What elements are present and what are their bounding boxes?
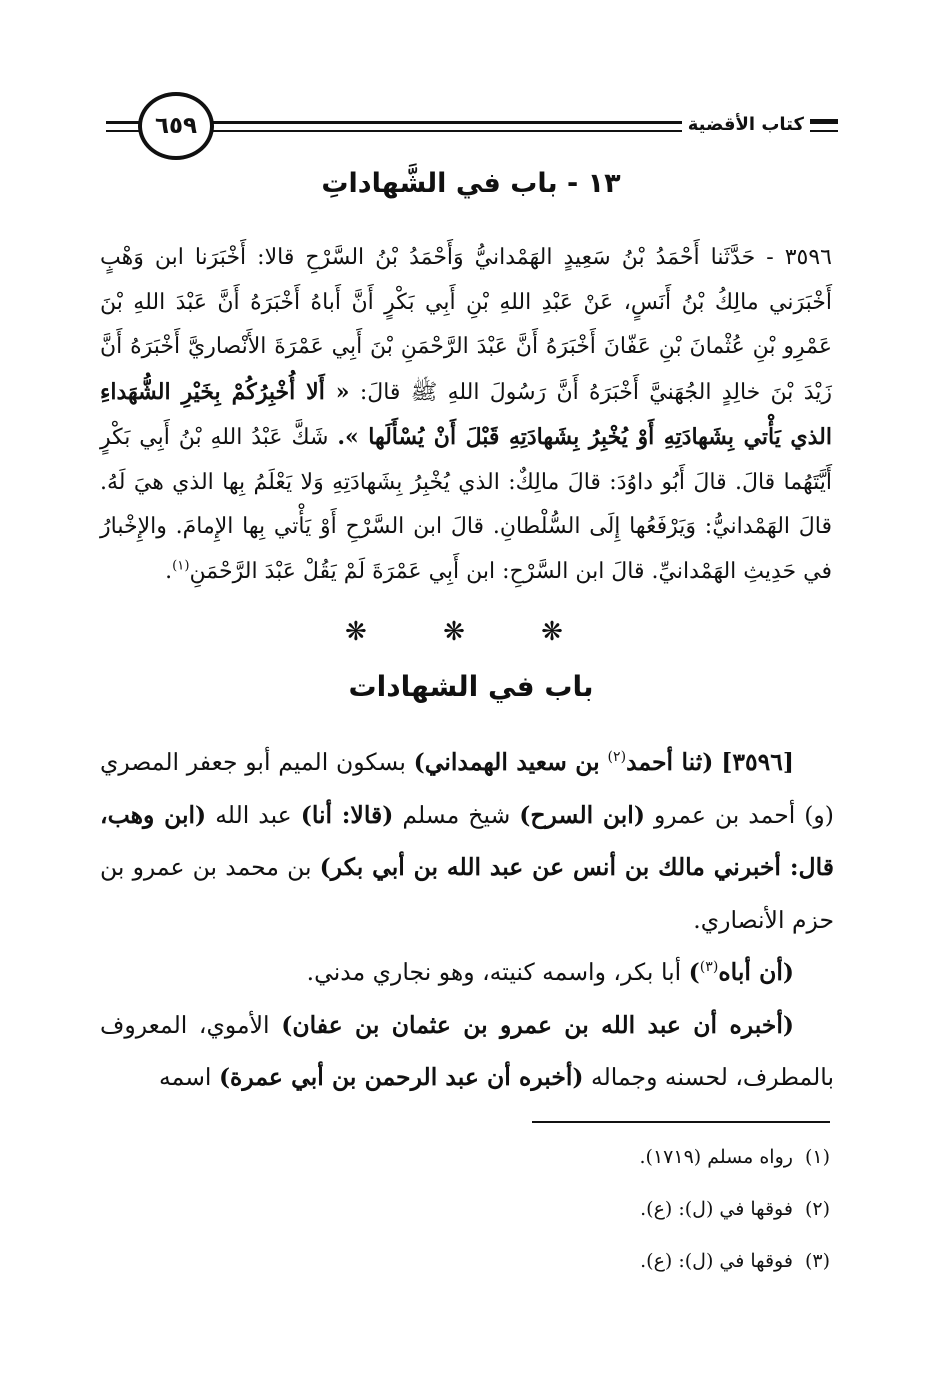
- commentary-bold: (ثنا أحمد: [626, 748, 714, 776]
- footnote-number: (١): [804, 1146, 830, 1168]
- commentary-bold: (أن أباه: [718, 958, 794, 986]
- commentary-bold: بن سعيد الهمداني): [413, 748, 600, 776]
- page-number: ٦٥٩: [138, 92, 214, 160]
- commentary-span: الأموي، المعروف بالمطرف، لحسنه وجماله: [100, 1010, 834, 1091]
- commentary-span: بن محمد بن عمرو بن حزم الأنصاري.: [100, 853, 834, 934]
- hadith-chain: - حَدَّثَنا أَحْمَدُ بْنُ سَعِيدٍ الهَمْدانيُّ وَأَحْمَدُ بْنُ السَّرْحِ قالا: أَخْبَرَنا ابن وَهْبٍ أَخْبَرَني مالِكُ بْنُ أَنَسٍ، عَنْ عَبْدِ اللهِ بْنِ أَبِي بَكْرٍ أَنَّ أَباهُ أَخْبَرَهُ أَنَّ عَبْدَ اللهِ بْنَ عَمْرِو بْنِ عُثْمانَ بْنِ عَفّانَ أَخْبَرَهُ أَنَّ عَبْدَ الرَّحْمَنِ بْنَ أَبِي عَمْرَةَ الأَنْصاريَّ أَخْبَرَهُ أَنَّ زَيْدَ بْنَ خالِدٍ الجُهَنيَّ أَخْبَرَهُ أَنَّ رَسُولَ اللهِ ﷺ قالَ:: [100, 245, 833, 405]
- hadith-remarks: شَكَّ عَبْدُ اللهِ بْنُ أَبِي بَكْرٍ أَيَّتَهُما قالَ. قالَ أَبُو داوُدَ: قالَ مالِكٌ: الذي يُخْبِرُ بِشَهادَتِهِ وَلا يَعْلَمُ بِها الذي هيَ لَهُ. قالَ الهَمْدانيُّ: وَيَرْفَعُها إِلَى السُّلْطانِ. قالَ ابن السَّرْحِ أَوْ يَأْتي بِها الإِمامَ. والإِخْبارُ في حَدِيثِ الهَمْدانيِّ. قالَ ابن السَّرْحِ: ابن أَبِي عَمْرَةَ لَمْ يَقُلْ عَبْدَ الرَّحْمَنِ: [100, 425, 832, 584]
- commentary-span: عبد الله: [215, 800, 292, 829]
- commentary-span: اسمه: [159, 1063, 212, 1091]
- commentary-title: باب في الشهادات: [348, 670, 594, 703]
- footnote-text: فوقها في (ل): (ع).: [640, 1198, 793, 1220]
- commentary-paragraph: [100, 946, 834, 999]
- footnote: [110, 1183, 830, 1235]
- commentary-span: بسكون الميم أبو جعفر المصري (و) أحمد بن عمرو: [100, 748, 834, 829]
- commentary-paragraph: [100, 999, 834, 1104]
- footnote: [110, 1131, 830, 1183]
- footnote: [110, 1235, 830, 1287]
- footnote-ref: (٢): [607, 749, 627, 766]
- footnote-ref: (١): [172, 558, 190, 574]
- commentary-bold: (أخبره أن عبد الرحمن بن أبي عمرة): [218, 1063, 584, 1091]
- running-header-title: كتاب الأقضية: [682, 114, 810, 136]
- commentary-bold: (ابن السرح): [519, 800, 645, 829]
- commentary-bold: (ابن وهب، قال: أخبرني مالك بن أنس عن عبد الله بن أبي بكر): [100, 800, 834, 881]
- hadith-text: [100, 236, 832, 594]
- chapter-title: ١٣ - باب في الشَّهاداتِ: [321, 168, 621, 199]
- hadith-quote: « أَلا أُخْبِرُكُمْ بِخَيْرِ الشُّهَداءِ الذي يَأْتي بِشَهادَتِهِ أَوْ يُخْبِرُ بِشَهادَتِهِ قَبْلَ أَنْ يُسْأَلَها ».: [100, 378, 833, 450]
- commentary-bold: ): [688, 958, 700, 986]
- commentary-bold: (أخبره أن عبد الله بن عمرو بن عثمان بن عفان): [281, 1010, 794, 1039]
- commentary-bold: (قالا: أنا): [300, 800, 394, 829]
- footnote-text: رواه مسلم (١٧١٩).: [639, 1146, 793, 1168]
- hadith-end: .: [165, 558, 173, 584]
- footnote-rule: [532, 1121, 830, 1123]
- footnote-number: (٢): [804, 1198, 830, 1220]
- footnotes: [110, 1131, 830, 1287]
- hadith-ref: [٣٥٩٦]: [721, 748, 794, 776]
- footnote-text: فوقها في (ل): (ع).: [640, 1250, 793, 1272]
- commentary-text: [100, 736, 834, 1104]
- header-ornament: [810, 119, 838, 121]
- commentary-span: شيخ مسلم: [402, 800, 511, 829]
- commentary-paragraph: [100, 736, 834, 946]
- footnote-number: (٣): [804, 1250, 830, 1272]
- commentary-span: أبا بكر، واسمه كنيته، وهو نجاري مدني.: [306, 958, 682, 986]
- footnote-ref: (٣): [699, 959, 719, 976]
- hadith-number: ٣٥٩٦: [784, 245, 832, 270]
- section-separator: ❋ ❋ ❋: [345, 617, 597, 647]
